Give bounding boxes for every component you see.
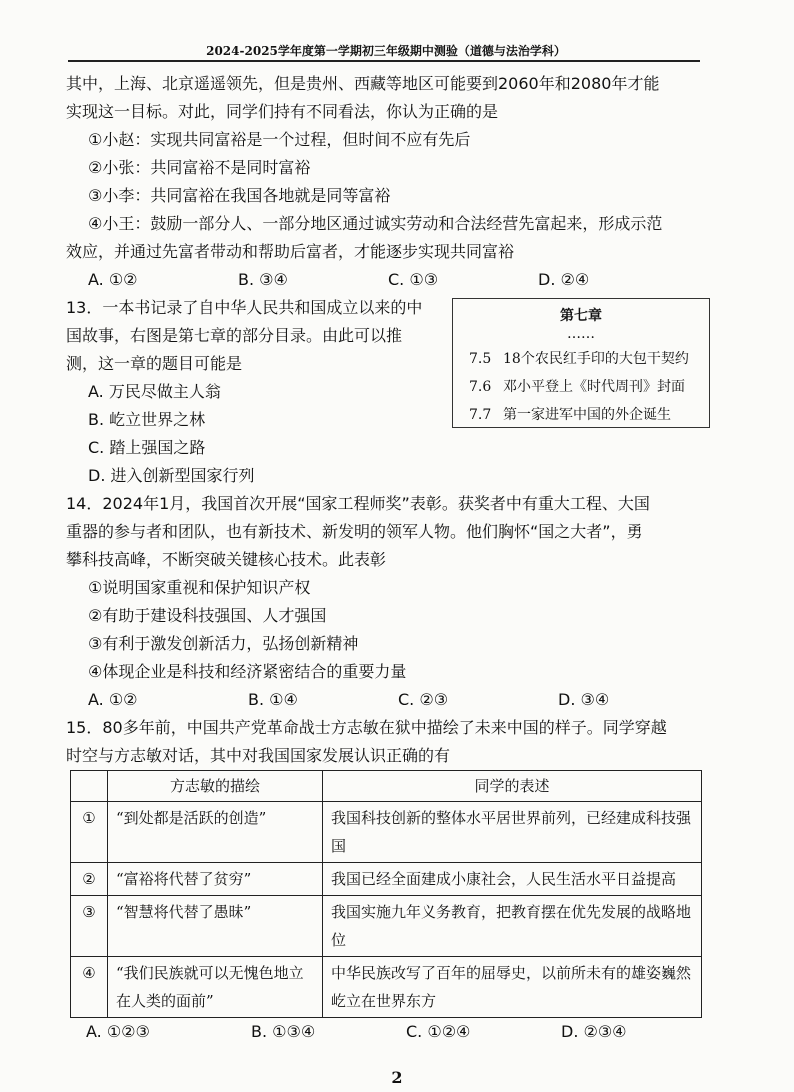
page-header: 2024-2025学年度第一学期初三年级期中测验（道德与法治学科）	[206, 44, 566, 58]
table-header-cell: 方志敏的描绘	[108, 771, 323, 802]
q15-option-b: B. ①③④	[251, 1022, 316, 1041]
table-row	[71, 957, 702, 1018]
chapter-item-text: 第一家进军中国的外企诞生	[503, 407, 671, 423]
q15-line: 时空与方志敏对话，其中对我国国家发展认识正确的有	[66, 746, 451, 765]
row-description: “到处都是活跃的创造”	[108, 802, 323, 863]
chapter-title: 第七章	[560, 308, 602, 324]
row-description: “富裕将代替了贫穷”	[108, 863, 323, 896]
q12-statement: ④小王：鼓励一部分人、一部分地区通过诚实劳动和合法经营先富起来，形成示范	[88, 214, 663, 233]
q14-option-a: A. ①②	[88, 690, 138, 709]
q13-line: 测，这一章的题目可能是	[66, 354, 243, 373]
chapter-item	[453, 401, 709, 429]
chapter-item-number: 7.7	[469, 407, 492, 423]
question-12	[66, 70, 716, 294]
table-row	[71, 863, 702, 896]
q14-statement: ④体现企业是科技和经济紧密结合的重要力量	[88, 662, 407, 681]
q12-line: 其中，上海、北京遥遥领先，但是贵州、西藏等地区可能要到2060年和2080年才能	[66, 74, 660, 93]
page-content	[66, 70, 716, 1046]
question-13	[66, 294, 716, 490]
row-statement: 我国已经全面建成小康社会，人民生活水平日益提高	[323, 863, 702, 896]
q13-option-a: A. 万民尽做主人翁	[88, 382, 221, 401]
q15-line: 15．80多年前，中国共产党革命战士方志敏在狱中描绘了未来中国的样子。同学穿越	[66, 718, 667, 737]
q15-option-a: A. ①②③	[86, 1022, 150, 1041]
q14-line: 14．2024年1月，我国首次开展“国家工程师奖”表彰。获奖者中有重大工程、大国	[66, 494, 650, 513]
q15-option-d: D. ②③④	[561, 1022, 627, 1041]
row-description: “智慧将代替了愚昧”	[108, 896, 323, 957]
table-row	[71, 896, 702, 957]
q12-option-b: B. ③④	[238, 270, 288, 289]
table-row	[71, 802, 702, 863]
question-15	[66, 714, 716, 1046]
chapter-ellipsis: ……	[567, 326, 595, 342]
row-statement: 中华民族改写了百年的屈辱史，以前所未有的雄姿巍然屹立在世界东方	[323, 957, 702, 1018]
q14-option-b: B. ①④	[248, 690, 298, 709]
row-number: ②	[71, 863, 108, 896]
q14-option-c: C. ②③	[398, 690, 449, 709]
q14-line: 重器的参与者和团队，也有新技术、新发明的领军人物。他们胸怀“国之大者”，勇	[66, 522, 643, 541]
q12-statement: ①小赵：实现共同富裕是一个过程，但时间不应有先后	[88, 130, 471, 149]
row-description: “我们民族就可以无愧色地立在人类的面前”	[108, 957, 323, 1018]
q14-option-d: D. ③④	[558, 690, 610, 709]
q14-line: 攀科技高峰，不断突破关键核心技术。此表彰	[66, 550, 387, 569]
row-number: ①	[71, 802, 108, 863]
q12-option-d: D. ②④	[538, 270, 590, 289]
q14-statement: ①说明国家重视和保护知识产权	[88, 578, 311, 597]
q12-statement: ③小李：共同富裕在我国各地就是同等富裕	[88, 186, 391, 205]
q13-option-c: C. 踏上强国之路	[88, 438, 206, 457]
q14-statement: ②有助于建设科技强国、人才强国	[88, 606, 327, 625]
table-header-cell: 同学的表述	[323, 771, 702, 802]
chapter-item-number: 7.5	[469, 351, 492, 367]
chapter-item-number: 7.6	[469, 379, 492, 395]
table-header-row	[71, 771, 702, 802]
q12-statement: 效应，并通过先富者带动和帮助后富者，才能逐步实现共同富裕	[66, 242, 515, 261]
q12-option-a: A. ①②	[88, 270, 138, 289]
q12-line: 实现这一目标。对此，同学们持有不同看法，你认为正确的是	[66, 102, 499, 121]
row-number: ④	[71, 957, 108, 1018]
chapter-item	[453, 345, 709, 373]
q14-options	[66, 686, 716, 714]
q12-statement: ②小张：共同富裕不是同时富裕	[88, 158, 311, 177]
q15-option-c: C. ①②④	[406, 1022, 471, 1041]
q12-option-c: C. ①③	[388, 270, 439, 289]
page-number: 2	[391, 1068, 403, 1087]
question-14	[66, 490, 716, 714]
row-statement: 我国实施九年义务教育，把教育摆在优先发展的战略地位	[323, 896, 702, 957]
chapter-item	[453, 373, 709, 401]
row-statement: 我国科技创新的整体水平居世界前列，已经建成科技强国	[323, 802, 702, 863]
chapter-item-text: 邓小平登上《时代周刊》封面	[503, 379, 685, 395]
q13-option-b: B. 屹立世界之林	[88, 410, 206, 429]
q13-line: 13．一本书记录了自中华人民共和国成立以来的中	[66, 298, 423, 317]
q15-table	[70, 770, 702, 1018]
header-rule	[68, 60, 700, 62]
table-header-cell	[71, 771, 108, 802]
q13-line: 国故事，右图是第七章的部分目录。由此可以推	[66, 326, 403, 345]
q14-statement: ③有利于激发创新活力，弘扬创新精神	[88, 634, 359, 653]
row-number: ③	[71, 896, 108, 957]
q13-option-d: D. 进入创新型国家行列	[88, 466, 255, 485]
q12-options	[66, 266, 716, 294]
chapter-item-text: 18个农民红手印的大包干契约	[503, 351, 689, 367]
q15-options	[66, 1018, 716, 1046]
chapter-contents-box	[452, 298, 710, 428]
